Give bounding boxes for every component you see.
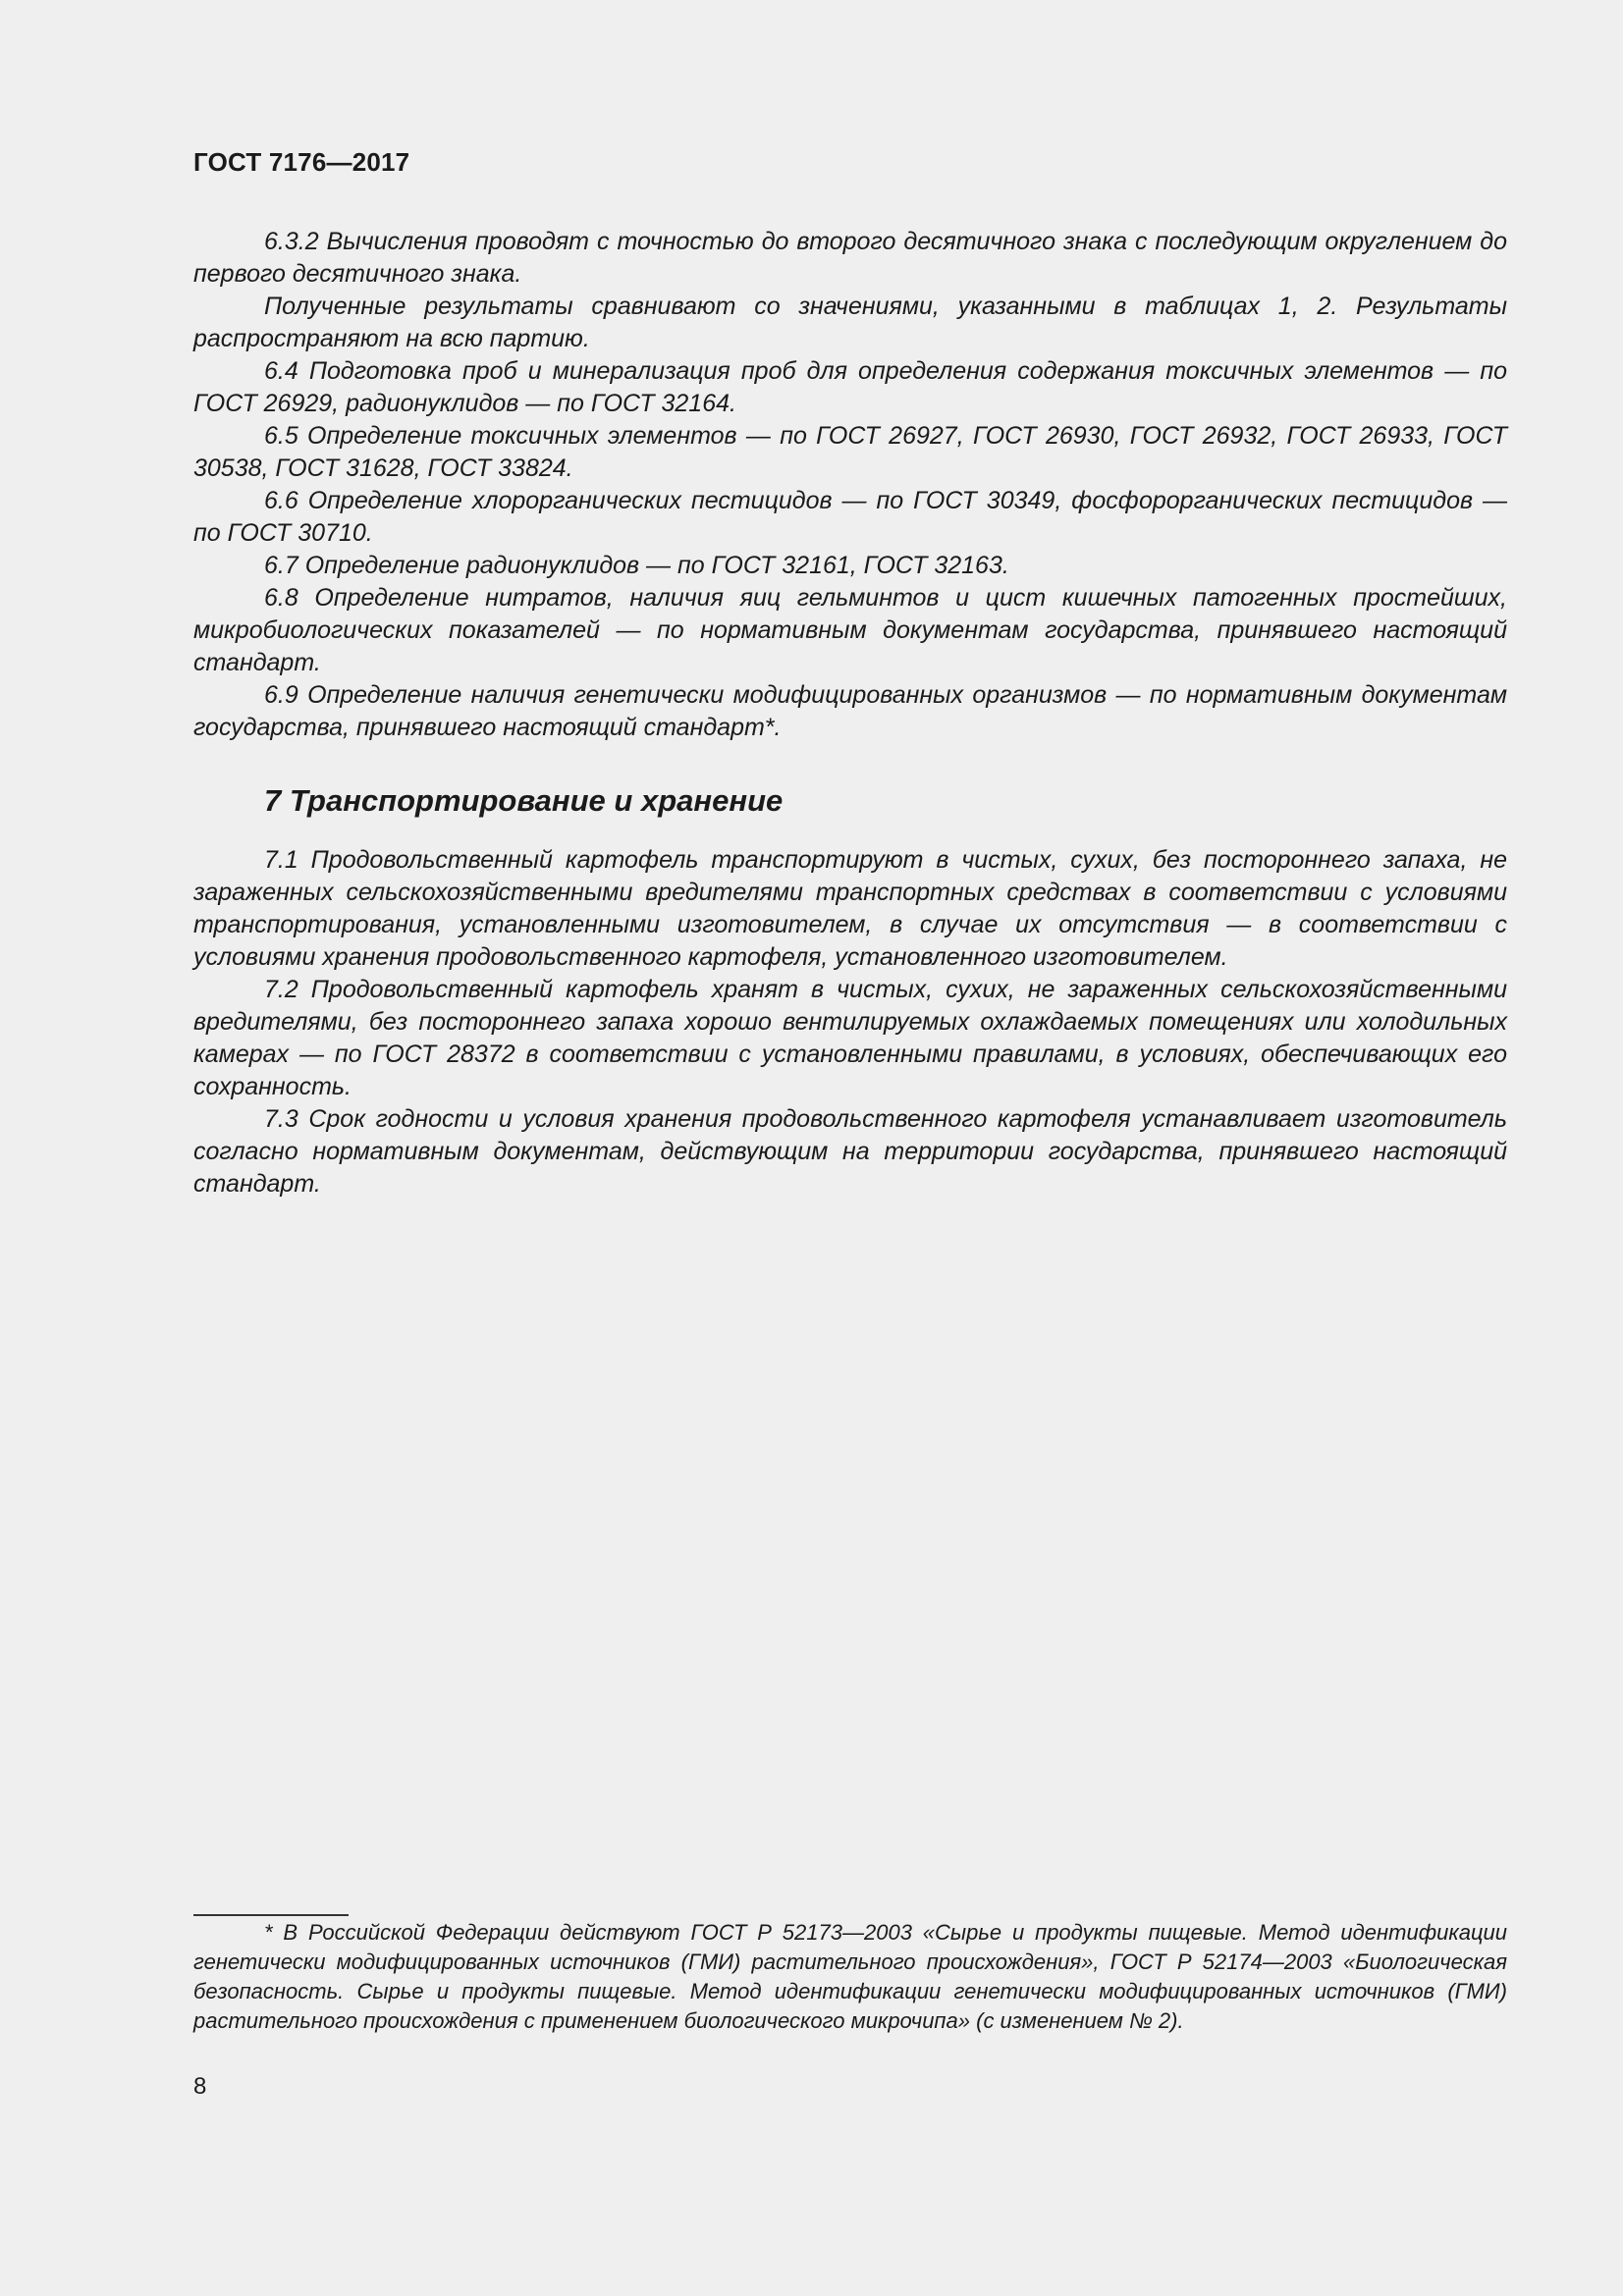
- paragraph-7-1: 7.1 Продовольственный картофель транспортируют в чистых, сухих, без постороннего запаха, не зараженных сельскохозяйственными вредителями транспортных средствах в соответствии с условиями транспортирования, установленными изготовителем, в случае их отсутствия — в соответствии с условиями хранения продовольственного картофеля, установленного изготовителем.: [193, 846, 1507, 971]
- paragraph-6-9: 6.9 Определение наличия генетически модифицированных организмов — по нормативным документам государства, принявшего настоящий стандарт*.: [193, 681, 1507, 741]
- paragraph-7-3: 7.3 Срок годности и условия хранения продовольственного картофеля устанавливает изготовитель согласно нормативным документам, действующим на территории государства, принявшего настоящий стандарт.: [193, 1105, 1507, 1198]
- main-content: [193, 226, 1507, 1201]
- paragraph-6-6: 6.6 Определение хлорорганических пестицидов — по ГОСТ 30349, фосфорорганических пестицидов — по ГОСТ 30710.: [193, 487, 1507, 547]
- paragraph-7-2: 7.2 Продовольственный картофель хранят в чистых, сухих, не зараженных сельскохозяйственными вредителями, без постороннего запаха хорошо вентилируемых охлаждаемых помещениях или холодильных камерах — по ГОСТ 28372 в соответствии с установленными правилами, в условиях, обеспечивающих его сохранность.: [193, 976, 1507, 1100]
- paragraph-6-8: 6.8 Определение нитратов, наличия яиц гельминтов и цист кишечных патогенных простейших, микробиологических показателей — по нормативным документам государства, принявшего настоящий стандарт.: [193, 584, 1507, 676]
- footnote: * В Российской Федерации действуют ГОСТ Р 52173—2003 «Сырье и продукты пищевые. Метод идентификации генетически модифицированных источников (ГМИ) растительного происхождения», ГОСТ Р 52174—2003 «Биологическая безопасность. Сырье и продукты пищевые. Метод идентификации генетически модифицированных источников (ГМИ) растительного происхождения с применением биологического микрочипа» (с изменением № 2).: [193, 1920, 1507, 2033]
- page-number: 8: [193, 2073, 207, 2100]
- paragraph-6-4: 6.4 Подготовка проб и минерализация проб для определения содержания токсичных элементов — по ГОСТ 26929, радионуклидов — по ГОСТ 32164.: [193, 357, 1507, 417]
- paragraph-6-5: 6.5 Определение токсичных элементов — по ГОСТ 26927, ГОСТ 26930, ГОСТ 26932, ГОСТ 26933, ГОСТ 30538, ГОСТ 31628, ГОСТ 33824.: [193, 422, 1507, 482]
- document-header: ГОСТ 7176—2017: [193, 147, 410, 177]
- paragraph-6-3-2: 6.3.2 Вычисления проводят с точностью до второго десятичного знака с последующим округлением до первого десятичного знака.: [193, 228, 1507, 288]
- footnote-separator: [193, 1914, 349, 1916]
- section-7-title: 7 Транспортирование и хранение: [264, 783, 784, 818]
- paragraph-6-7: 6.7 Определение радионуклидов — по ГОСТ 32161, ГОСТ 32163.: [264, 552, 1009, 579]
- paragraph-results: Полученные результаты сравнивают со значениями, указанными в таблицах 1, 2. Результаты распространяют на всю партию.: [193, 293, 1507, 352]
